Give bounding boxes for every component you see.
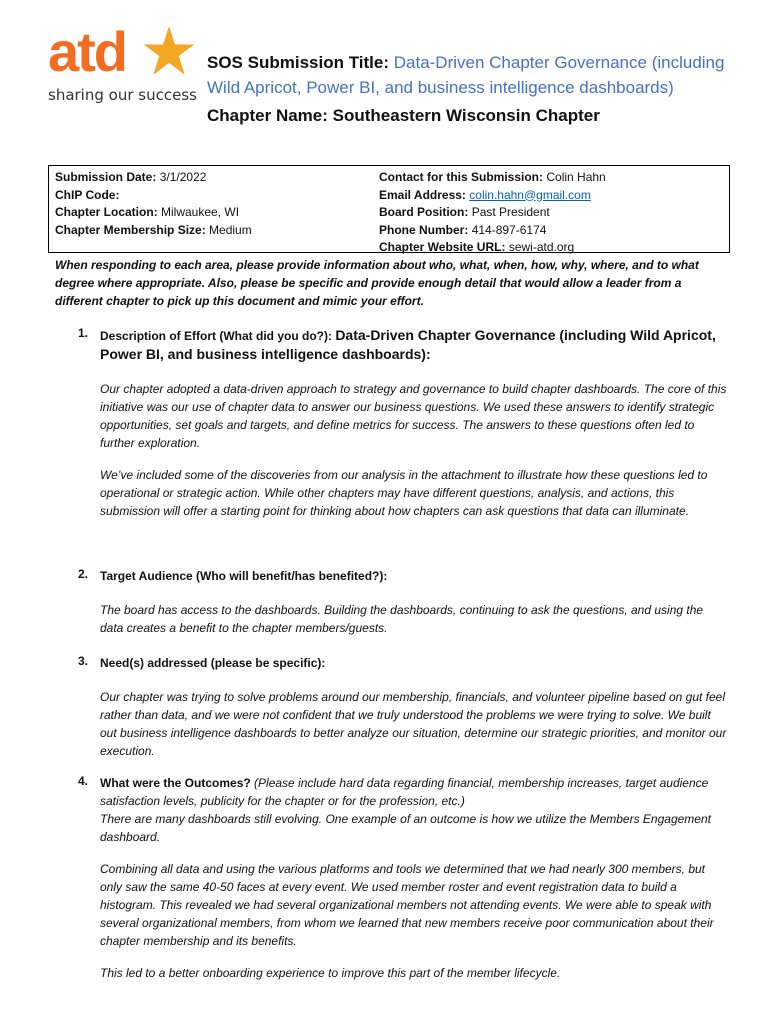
section-question: Description of Effort (What did you do?): Data-Driven Chapter Governance (including Wild Apricot, Power BI, and business intelligence dashboards):: [100, 327, 716, 362]
section-paragraph: Combining all data and using the various platforms and tools we determined that we had nearly 300 members, but only saw the same 40-50 faces at every event. We used member roster and event registration data to build a histogram. This revealed we had several organizational members not attending events. We were able to speak with several organizational members, from whom we learned that new members receive poor communication about their chapter membership and its benefits.: [100, 862, 714, 948]
section-paragraph: We’ve included some of the discoveries from our analysis in the attachment to illustrate how these questions led to operational or strategic action. While other chapters may have different questions, analysis, and actions, this submission will offer a starting point for thinking about how chapters can ask questions that data can illuminate.: [100, 468, 708, 518]
chip-code-row: ChIP Code:: [55, 187, 120, 202]
contact-name: Colin Hahn: [546, 170, 606, 184]
section-question-title: Data-Driven Chapter Governance (including Wild Apricot, Power BI, and business intelligence dashboards):: [100, 327, 716, 362]
section-number: 2.: [78, 567, 89, 581]
section-question: Need(s) addressed (please be specific):: [100, 656, 326, 670]
email-row: Email Address: colin.hahn@gmail.com: [379, 187, 591, 202]
info-right-column: [379, 169, 606, 257]
submission-info-box: [48, 165, 730, 253]
chapter-location: Milwaukee, WI: [161, 205, 240, 219]
section-needs-addressed: [78, 654, 728, 760]
section-description-of-effort: [78, 326, 728, 520]
section-paragraph: Our chapter adopted a data-driven approach to strategy and governance to build chapter dashboards. The core of this initiative was our use of chapter data to answer our business questions. We used these answers to identify strategic opportunities, set goals and targets, and define metrics for success. The answers to these questions often led to further exploration.: [100, 382, 727, 450]
logo-wordmark: atd: [48, 20, 126, 83]
atd-logo: [48, 22, 198, 112]
instructions: When responding to each area, please provide information about who, what, when, how, why, where, and to what degree where appropriate. Also, please be specific and provide enough detail that would allow a leader from a different chapter to pick up this document and mimic your effort.: [55, 258, 699, 308]
submission-date: 3/1/2022: [159, 170, 207, 184]
board-position-row: Board Position: Past President: [379, 205, 550, 219]
title-value: Data-Driven Chapter Governance (including Wild Apricot, Power BI, and business intelligence dashboards): [207, 53, 725, 97]
chapter-location-row: Chapter Location: Milwaukee, WI: [55, 205, 240, 219]
section-paragraph: The board has access to the dashboards. Building the dashboards, continuing to ask the questions, and using the data creates a benefit to the chapter members/guests.: [100, 603, 704, 635]
logo-tagline: sharing our success: [48, 86, 197, 104]
email-link[interactable]: colin.hahn@gmail.com: [469, 187, 591, 202]
phone-row: Phone Number: 414-897-6174: [379, 222, 547, 237]
section-question: What were the Outcomes? (Please include hard data regarding financial, membership increases, target audience satisfaction levels, publicity for the chapter or for the profession, etc.): [100, 776, 709, 808]
section-paragraph: Our chapter was trying to solve problems around our membership, financials, and volunteer pipeline based on gut feel rather than data, and we were not confident that we truly understood the problems we were trying to solve. We built out business intelligence dashboards to better analyze our situation, determine our strategic priorities, and monitor our execution.: [100, 690, 727, 758]
section-outcomes: [78, 774, 728, 982]
contact-row: Contact for this Submission: Colin Hahn: [379, 170, 606, 184]
star-icon: [142, 24, 196, 78]
section-number: 3.: [78, 654, 89, 668]
membership-size: Medium: [209, 222, 252, 237]
board-position: Past President: [471, 205, 550, 219]
section-question-note: (Please include hard data regarding financial, membership increases, target audience satisfaction levels, publicity for the chapter or for the profession, etc.): [100, 776, 709, 808]
phone-number: 414-897-6174: [471, 222, 547, 237]
section-target-audience: [78, 567, 728, 637]
info-left-column: [55, 169, 252, 239]
section-number: 1.: [78, 326, 89, 340]
section-number: 4.: [78, 774, 89, 788]
section-question: Target Audience (Who will benefit/has benefited?):: [100, 569, 388, 583]
website-url: sewi-atd.org: [508, 240, 575, 254]
submission-date-row: Submission Date: 3/1/2022: [55, 170, 207, 184]
title-label: SOS Submission Title:: [207, 53, 389, 72]
membership-size-row: Chapter Membership Size: Medium: [55, 222, 252, 237]
document-header: [207, 50, 727, 128]
submission-title: [207, 50, 727, 100]
chapter-name: Chapter Name: Southeastern Wisconsin Chapter: [207, 106, 600, 125]
section-paragraph: There are many dashboards still evolving. One example of an outcome is how we utilize the Members Engagement dashboard.: [100, 812, 711, 844]
website-row: Chapter Website URL: sewi-atd.org: [379, 240, 575, 254]
section-paragraph: This led to a better onboarding experience to improve this part of the member lifecycle.: [100, 966, 561, 980]
